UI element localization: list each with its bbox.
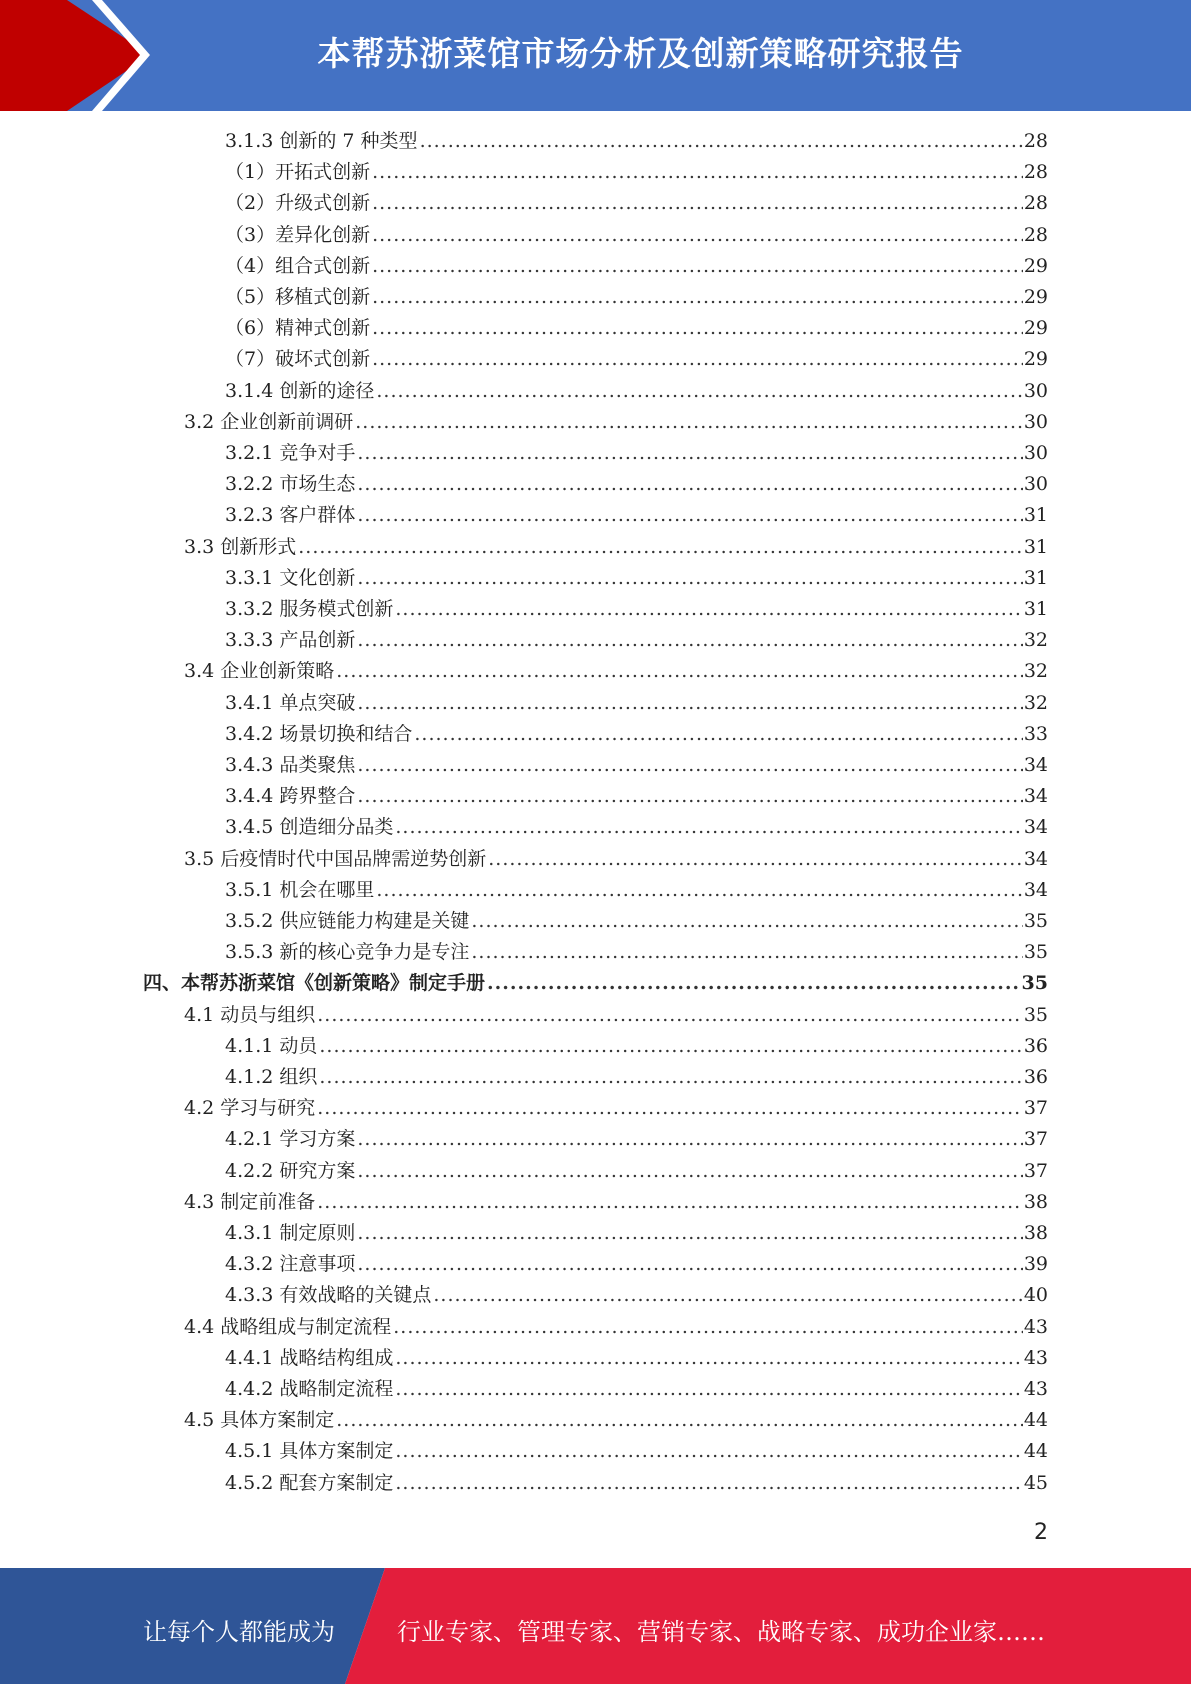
toc-leader-dots: [372, 188, 1023, 219]
toc-entry-label: 3.5.2 供应链能力构建是关键: [225, 910, 470, 932]
toc-entry-page: 30: [1023, 379, 1048, 402]
toc-leader-dots: [372, 313, 1023, 344]
toc-entry-label: （2）升级式创新: [225, 192, 371, 215]
toc-entry-label: 3.4 企业创新策略: [184, 660, 335, 683]
toc-entry-page: 33: [1023, 722, 1048, 745]
toc-entry-label: 3.4.5 创造细分品类: [225, 816, 394, 839]
toc-leader-dots: [357, 1249, 1022, 1280]
toc-entry-label: 3.2 企业创新前调研: [184, 410, 354, 433]
toc-leader-dots: [395, 1374, 1022, 1405]
toc-entry[interactable]: [184, 1187, 1048, 1218]
page-number: 2: [1034, 1520, 1048, 1545]
toc-entry-page: 34: [1023, 816, 1048, 839]
toc-entry[interactable]: [225, 1218, 1048, 1249]
toc-entry-label: 4.4.2 战略制定流程: [225, 1378, 394, 1400]
toc-leader-dots: [357, 688, 1022, 719]
toc-leader-dots: [298, 532, 1023, 563]
toc-entry-page: 28: [1023, 130, 1048, 152]
toc-entry[interactable]: [225, 500, 1048, 531]
toc-leader-dots: [355, 407, 1023, 438]
toc-entry-page: 36: [1023, 1034, 1048, 1057]
toc-entry[interactable]: [225, 906, 1048, 937]
toc-entry-page: 35: [1023, 941, 1048, 964]
toc-entry-page: 31: [1023, 566, 1048, 589]
toc-leader-dots: [376, 376, 1022, 407]
toc-leader-dots: [357, 1218, 1022, 1249]
toc-entry-page: 32: [1023, 691, 1048, 714]
toc-leader-dots: [372, 282, 1023, 313]
toc-entry-label: 3.3.2 服务模式创新: [225, 598, 394, 620]
toc-entry-page: 28: [1023, 161, 1048, 184]
toc-entry-label: 3.5.3 新的核心竞争力是专注: [225, 941, 470, 964]
footer-slogan-right: 行业专家、管理专家、营销专家、战略专家、成功企业家……: [397, 1618, 1045, 1646]
toc-leader-dots: [433, 1280, 1022, 1311]
toc-entry[interactable]: [184, 407, 1048, 438]
toc-leader-dots: [487, 968, 1021, 999]
toc-entry-label: 4.1.2 组织: [225, 1066, 318, 1088]
toc-entry[interactable]: [184, 1000, 1048, 1031]
toc-leader-dots: [395, 1468, 1022, 1499]
toc-entry[interactable]: [225, 1249, 1048, 1280]
toc-entry-page: 28: [1023, 223, 1048, 246]
toc-entry-label: 3.2.2 市场生态: [225, 473, 356, 496]
toc-entry-label: 3.3.3 产品创新: [225, 629, 356, 652]
toc-leader-dots: [357, 781, 1022, 812]
toc-entry[interactable]: [225, 438, 1048, 469]
toc-entry-page: 38: [1023, 1190, 1048, 1213]
toc-entry-page: 29: [1023, 254, 1048, 277]
toc-leader-dots: [319, 1062, 1022, 1093]
toc-entry-page: 45: [1023, 1471, 1048, 1494]
page-header: [0, 0, 1191, 111]
toc-entry[interactable]: [225, 1468, 1048, 1499]
toc-leader-dots: [336, 1405, 1023, 1436]
toc-entry-page: 30: [1023, 473, 1048, 496]
toc-leader-dots: [393, 1312, 1023, 1343]
toc-entry-page: 30: [1023, 442, 1048, 464]
toc-entry-label: （1）开拓式创新: [225, 161, 371, 184]
toc-entry-label: 3.2.1 竞争对手: [225, 442, 356, 464]
toc-entry-label: 4.3.2 注意事项: [225, 1253, 356, 1276]
toc-entry-page: 28: [1023, 192, 1048, 215]
toc-leader-dots: [357, 1124, 1022, 1155]
toc-entry[interactable]: [225, 563, 1048, 594]
toc-leader-dots: [372, 157, 1023, 188]
toc-entry-page: 31: [1023, 535, 1048, 558]
toc-entry[interactable]: [225, 1343, 1048, 1374]
toc-leader-dots: [317, 1000, 1023, 1031]
toc-entry-label: （7）破坏式创新: [225, 348, 371, 371]
toc-entry-label: 4.2.1 学习方案: [225, 1128, 356, 1151]
toc-entry[interactable]: [225, 1374, 1048, 1405]
toc-entry-label: 3.4.4 跨界整合: [225, 785, 356, 808]
toc-entry[interactable]: [225, 1124, 1048, 1155]
toc-entry-label: 3.2.3 客户群体: [225, 504, 356, 527]
toc-entry[interactable]: [184, 1093, 1048, 1124]
toc-leader-dots: [395, 1436, 1022, 1467]
toc-leader-dots: [420, 126, 1023, 157]
toc-entry-page: 35: [1021, 972, 1048, 995]
toc-entry[interactable]: [225, 157, 1048, 188]
toc-leader-dots: [336, 656, 1023, 687]
toc-leader-dots: [372, 344, 1023, 375]
toc-entry-page: 34: [1023, 878, 1048, 901]
toc-entry-page: 38: [1023, 1222, 1048, 1244]
toc-leader-dots: [372, 220, 1023, 251]
toc-entry-page: 43: [1023, 1315, 1048, 1338]
toc-leader-dots: [317, 1093, 1023, 1124]
toc-entry-page: 34: [1023, 785, 1048, 808]
toc-entry[interactable]: [225, 1031, 1048, 1062]
toc-entry-page: 31: [1023, 504, 1048, 527]
toc-entry-page: 35: [1023, 1003, 1048, 1026]
toc-entry-page: 31: [1023, 598, 1048, 620]
toc-entry-label: 3.5.1 机会在哪里: [225, 878, 375, 901]
toc-entry-label: 3.1.3 创新的 7 种类型: [225, 130, 418, 152]
toc-entry[interactable]: [225, 1280, 1048, 1311]
toc-entry-page: 40: [1023, 1284, 1048, 1307]
toc-entry-label: 4.5 具体方案制定: [184, 1409, 335, 1432]
toc-leader-dots: [471, 906, 1022, 937]
toc-entry-page: 39: [1023, 1253, 1048, 1276]
toc-entry-page: 43: [1023, 1378, 1048, 1400]
toc-entry[interactable]: [225, 781, 1048, 812]
toc-entry[interactable]: [143, 968, 1048, 999]
toc-entry-page: 37: [1023, 1159, 1048, 1182]
toc-entry[interactable]: [225, 719, 1048, 750]
toc-entry-page: 34: [1023, 754, 1048, 776]
toc-entry-page: 29: [1023, 317, 1048, 340]
toc-leader-dots: [488, 844, 1023, 875]
toc-entry-label: 4.4 战略组成与制定流程: [184, 1315, 392, 1338]
toc-entry-label: 4.2.2 研究方案: [225, 1159, 356, 1182]
toc-entry[interactable]: [225, 469, 1048, 500]
toc-entry-label: 4.3 制定前准备: [184, 1190, 316, 1213]
toc-entry-label: 3.5 后疫情时代中国品牌需逆势创新: [184, 847, 487, 870]
toc-entry-page: 44: [1023, 1440, 1048, 1463]
toc-entry[interactable]: [184, 844, 1048, 875]
toc-entry-label: 4.3.1 制定原则: [225, 1222, 356, 1244]
toc-leader-dots: [317, 1187, 1023, 1218]
toc-leader-dots: [357, 563, 1022, 594]
toc-entry-label: （6）精神式创新: [225, 317, 371, 340]
toc-entry-label: 四、本帮苏浙菜馆《创新策略》制定手册: [143, 972, 486, 995]
toc-entry[interactable]: [184, 656, 1048, 687]
toc-entry[interactable]: [225, 313, 1048, 344]
toc-entry-page: 37: [1023, 1128, 1048, 1151]
toc-entry-label: 3.4.3 品类聚焦: [225, 754, 356, 776]
toc-entry-label: 4.1.1 动员: [225, 1034, 318, 1057]
toc-entry-page: 37: [1023, 1097, 1048, 1120]
toc-entry-page: 32: [1023, 629, 1048, 652]
toc-entry-page: 30: [1023, 410, 1048, 433]
toc-entry-page: 32: [1023, 660, 1048, 683]
toc-entry-page: 34: [1023, 847, 1048, 870]
toc-leader-dots: [395, 1343, 1022, 1374]
toc-entry-label: 4.3.3 有效战略的关键点: [225, 1284, 432, 1307]
report-title: 本帮苏浙菜馆市场分析及创新策略研究报告: [317, 34, 964, 73]
toc-entry[interactable]: [225, 282, 1048, 313]
toc-entry-page: 35: [1023, 910, 1048, 932]
toc-leader-dots: [357, 438, 1022, 469]
toc-leader-dots: [395, 594, 1022, 625]
toc-leader-dots: [357, 625, 1022, 656]
toc-leader-dots: [395, 812, 1022, 843]
toc-entry-label: 4.4.1 战略结构组成: [225, 1346, 394, 1369]
toc-entry-label: （5）移植式创新: [225, 286, 371, 308]
toc-entry[interactable]: [225, 344, 1048, 375]
toc-leader-dots: [319, 1031, 1022, 1062]
toc-entry[interactable]: [225, 812, 1048, 843]
toc-entry-label: 3.3.1 文化创新: [225, 566, 356, 589]
toc-entry-label: 4.5.2 配套方案制定: [225, 1471, 394, 1494]
toc-entry[interactable]: [184, 1312, 1048, 1343]
toc-entry-label: 3.3 创新形式: [184, 535, 297, 558]
toc-entry-label: 4.2 学习与研究: [184, 1097, 316, 1120]
toc-entry[interactable]: [225, 251, 1048, 282]
toc-entry[interactable]: [225, 750, 1048, 781]
toc-entry[interactable]: [225, 594, 1048, 625]
toc-leader-dots: [372, 251, 1023, 282]
toc-leader-dots: [471, 937, 1022, 968]
toc-entry-label: 3.4.2 场景切换和结合: [225, 722, 413, 745]
toc-leader-dots: [357, 500, 1022, 531]
toc-leader-dots: [376, 875, 1022, 906]
toc-entry[interactable]: [225, 220, 1048, 251]
toc-entry-page: 36: [1023, 1066, 1048, 1088]
toc-leader-dots: [357, 469, 1022, 500]
toc-entry-label: 4.1 动员与组织: [184, 1003, 316, 1026]
toc-leader-dots: [414, 719, 1022, 750]
toc-entry-label: （4）组合式创新: [225, 254, 371, 277]
toc-entry-label: 3.1.4 创新的途径: [225, 379, 375, 402]
toc-entry[interactable]: [225, 188, 1048, 219]
footer-slogan-left: 让每个人都能成为: [143, 1618, 335, 1646]
toc-entry[interactable]: [225, 625, 1048, 656]
toc-entry-page: 29: [1023, 348, 1048, 371]
toc-entry[interactable]: [225, 688, 1048, 719]
toc-entry[interactable]: [225, 1436, 1048, 1467]
toc-entry-page: 29: [1023, 286, 1048, 308]
toc-entry[interactable]: [225, 376, 1048, 407]
toc-entry-label: （3）差异化创新: [225, 223, 371, 246]
toc-leader-dots: [357, 1156, 1022, 1187]
toc-leader-dots: [357, 750, 1022, 781]
toc-entry[interactable]: [225, 126, 1048, 157]
toc-entry[interactable]: [225, 937, 1048, 968]
toc-entry[interactable]: [184, 1405, 1048, 1436]
toc-entry-page: 44: [1023, 1409, 1048, 1432]
toc-entry-label: 4.5.1 具体方案制定: [225, 1440, 394, 1463]
toc-entry[interactable]: [225, 1156, 1048, 1187]
toc-entry[interactable]: [184, 532, 1048, 563]
toc-entry-label: 3.4.1 单点突破: [225, 691, 356, 714]
toc-entry-page: 43: [1023, 1346, 1048, 1369]
toc-entry[interactable]: [225, 1062, 1048, 1093]
toc-entry[interactable]: [225, 875, 1048, 906]
